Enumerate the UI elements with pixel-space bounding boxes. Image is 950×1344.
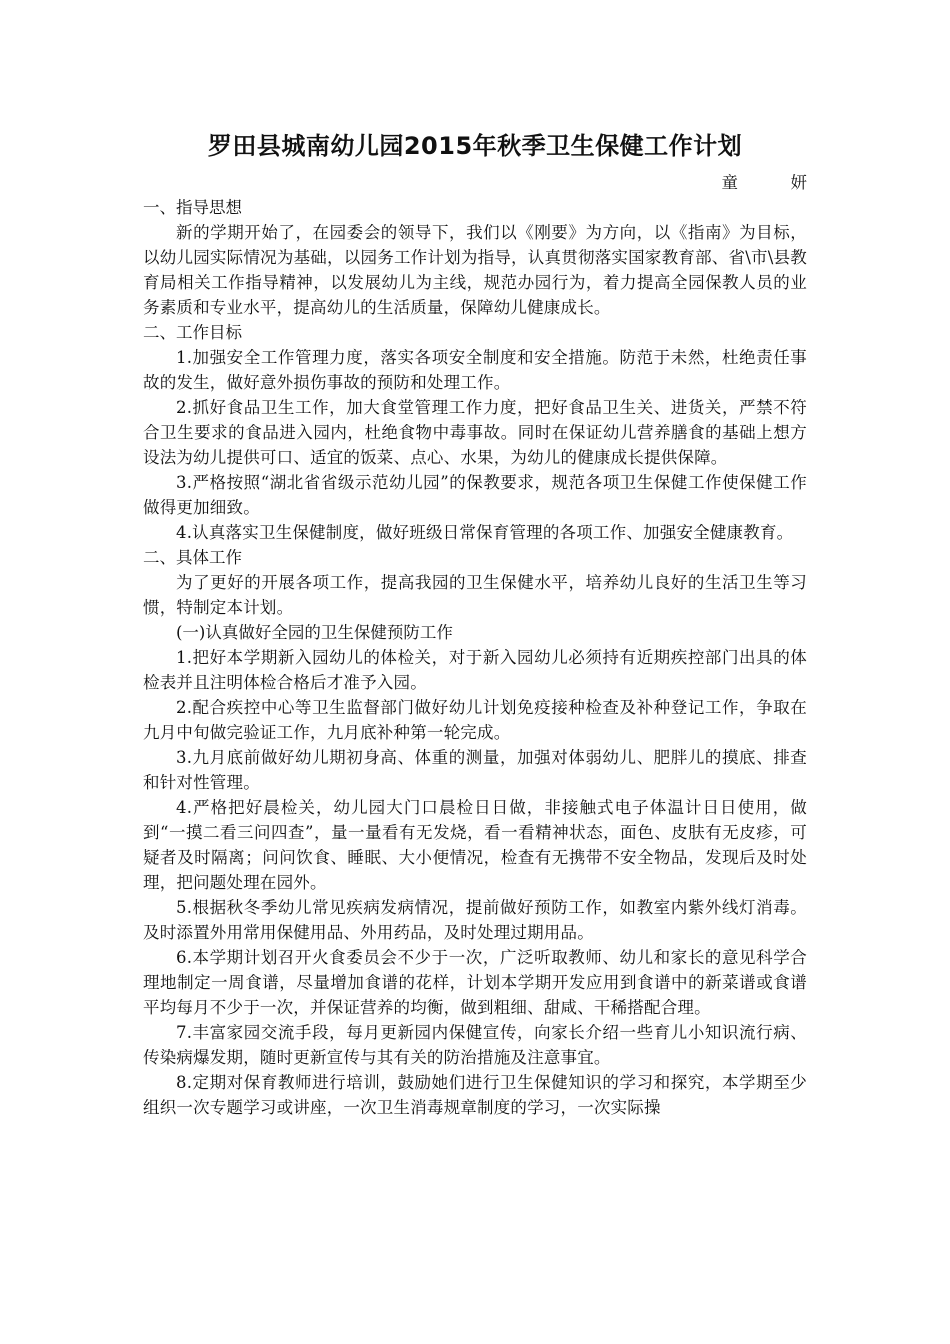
list-item: 3.九月底前做好幼儿期初身高、体重的测量，加强对体弱幼儿、肥胖儿的摸底、排查和针对性管理。 — [143, 748, 807, 792]
document-page — [143, 128, 825, 1120]
paragraph: 为了更好的开展各项工作，提高我园的卫生保健水平，培养幼儿良好的生活卫生等习惯，特制定本计划。 — [143, 573, 807, 617]
list-item: 2.抓好食品卫生工作，加大食堂管理工作力度，把好食品卫生关、进货关，严禁不符合卫生要求的食品进入园内，杜绝食物中毒事故。同时在保证幼儿营养膳食的基础上想方设法为幼儿提供可口、适宜的饭菜、点心、水果，为幼儿的健康成长提供保障。 — [143, 398, 807, 467]
list-item: 8.定期对保育教师进行培训，鼓励她们进行卫生保健知识的学习和探究，本学期至少组织一次专题学习或讲座，一次卫生消毒规章制度的学习，一次实际操 — [143, 1073, 807, 1117]
list-item: 1.把好本学期新入园幼儿的体检关，对于新入园幼儿必须持有近期疾控部门出具的体检表并且注明体检合格后才准予入园。 — [143, 648, 807, 692]
section-heading: 一、指导思想 — [143, 198, 242, 217]
document-title: 罗田县城南幼儿园2015年秋季卫生保健工作计划 — [207, 132, 743, 160]
section-specific-work — [143, 545, 807, 1120]
list-item: 5.根据秋冬季幼儿常见疾病发病情况，提前做好预防工作，如教室内紫外线灯消毒。及时添置外用常用保健用品、外用药品，及时处理过期用品。 — [143, 898, 807, 942]
list-item: 7.丰富家园交流手段，每月更新园内保健宣传，向家长介绍一些育儿小知识流行病、传染病爆发期，随时更新宣传与其有关的防治措施及注意事宜。 — [143, 1023, 807, 1067]
document-author: 童 妍 — [721, 173, 825, 192]
list-item: 1.加强安全工作管理力度，落实各项安全制度和安全措施。防范于未然，杜绝责任事故的发生，做好意外损伤事故的预防和处理工作。 — [143, 348, 807, 392]
list-item: 4.认真落实卫生保健制度，做好班级日常保育管理的各项工作、加强安全健康教育。 — [176, 523, 794, 542]
list-item: 6.本学期计划召开火食委员会不少于一次，广泛听取教师、幼儿和家长的意见科学合理地制定一周食谱，尽量增加食谱的花样，计划本学期开发应用到食谱中的新菜谱或食谱平均每月不少于一次，并保证营养的均衡，做到粗细、甜咸、干稀搭配合理。 — [143, 948, 807, 1017]
section-heading: 二、具体工作 — [143, 548, 242, 567]
list-item: 3.严格按照“湖北省省级示范幼儿园”的保教要求，规范各项卫生保健工作使保健工作做得更加细致。 — [143, 473, 807, 517]
paragraph: 新的学期开始了，在园委会的领导下，我们以《刚要》为方向，以《指南》为目标，以幼儿园实际情况为基础，以园务工作计划为指导，认真贯彻落实国家教育部、省\市\县教育局相关工作指导精神，以发展幼儿为主线，规范办园行为，着力提高全园保教人员的业务素质和专业水平，提高幼儿的生活质量，保障幼儿健康成长。 — [143, 223, 807, 317]
section-work-goals — [143, 320, 807, 545]
section-guiding-ideology — [143, 195, 807, 320]
list-item: 2.配合疾控中心等卫生监督部门做好幼儿计划免疫接种检查及补种登记工作，争取在九月中旬做完验证工作，九月底补种第一轮完成。 — [143, 698, 807, 742]
section-heading: 二、工作目标 — [143, 323, 242, 342]
subsection-heading: (一)认真做好全园的卫生保健预防工作 — [176, 623, 453, 642]
list-item: 4.严格把好晨检关，幼儿园大门口晨检日日做，非接触式电子体温计日日使用，做到“一摸二看三问四查”，量一量看有无发烧，看一看精神状态，面色、皮肤有无皮疹，可疑者及时隔离；问问饮食、睡眠、大小便情况，检查有无携带不安全物品，发现后及时处理，把问题处理在园外。 — [143, 798, 807, 892]
